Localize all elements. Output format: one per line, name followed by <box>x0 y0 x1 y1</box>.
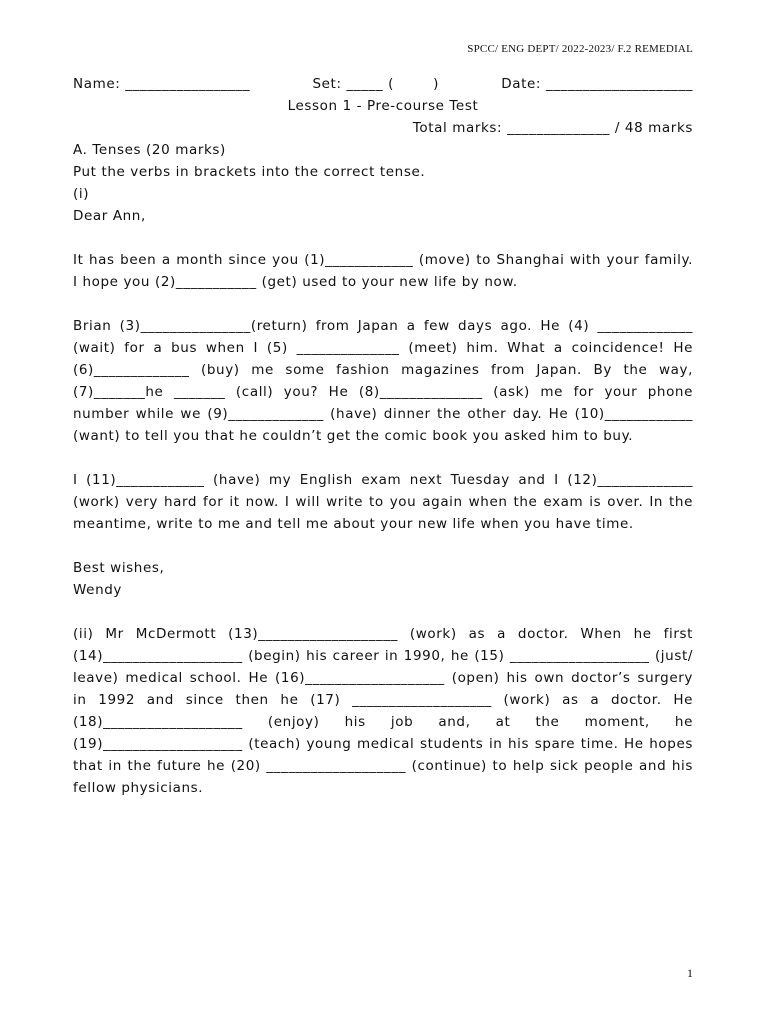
set-field: Set: _____ ( ) <box>312 76 439 92</box>
section-heading: A. Tenses (20 marks) <box>73 142 226 158</box>
worksheet-body <box>73 73 693 799</box>
name-field: Name: _________________ <box>73 76 251 92</box>
instruction-text: Put the verbs in brackets into the correct tense. <box>73 164 426 180</box>
letter-signature: Wendy <box>73 582 122 598</box>
spacer <box>73 293 693 315</box>
spacer <box>73 227 693 249</box>
spacer <box>73 601 693 623</box>
spacer <box>73 447 693 469</box>
letter-paragraph-3: I (11)____________ (have) my English exam next Tuesday and I (12)_____________ (work) very hard for it now. I will write to you again when the exam is over. In the meantime, write to me and tell me about your new life when you have time. <box>73 472 693 532</box>
spacer <box>73 535 693 557</box>
letter-paragraph-2: Brian (3)_______________(return) from Japan a few days ago. He (4) _____________ (wait) for a bus when I (5) ______________ (meet) him. What a coincidence! He (6)_____________ (buy) me some fashion magazines from Japan. By the way, (7)_______he _______ (call) you? He (8)______________ (ask) me for your phone number while we (9)_____________ (have) dinner the other day. He (10)____________ (want) to tell you that he couldn’t get the comic book you asked him to buy. <box>73 318 693 444</box>
total-marks: Total marks: ______________ / 48 marks <box>412 120 693 136</box>
lesson-title: Lesson 1 - Pre-course Test <box>287 98 479 114</box>
part-label-i: (i) <box>73 186 90 202</box>
letter-closing: Best wishes, <box>73 560 165 576</box>
student-info-row <box>73 73 693 95</box>
date-field: Date: ____________________ <box>501 76 693 92</box>
part-ii-paragraph: (ii) Mr McDermott (13)___________________ (work) as a doctor. When he first (14)___________________ (begin) his career in 1990, he (15) ___________________ (just/ leave) medical school. He (16)___________________ (open) his own doctor’s surgery in 1992 and since then he (17) ___________________ (work) as a doctor. He (18)___________________ (enjoy) his job and, at the moment, he (19)___________________ (teach) young medical students in his spare time. He hopes that in the future he (20) ___________________ (continue) to help sick people and his fellow physicians. <box>73 626 693 796</box>
letter-greeting: Dear Ann, <box>73 208 146 224</box>
letter-paragraph-1: It has been a month since you (1)____________ (move) to Shanghai with your family. I hope you (2)___________ (get) used to your new life by now. <box>73 252 693 290</box>
page-number: 1 <box>687 966 693 980</box>
document-header: SPCC/ ENG DEPT/ 2022-2023/ F.2 REMEDIAL <box>467 43 693 55</box>
